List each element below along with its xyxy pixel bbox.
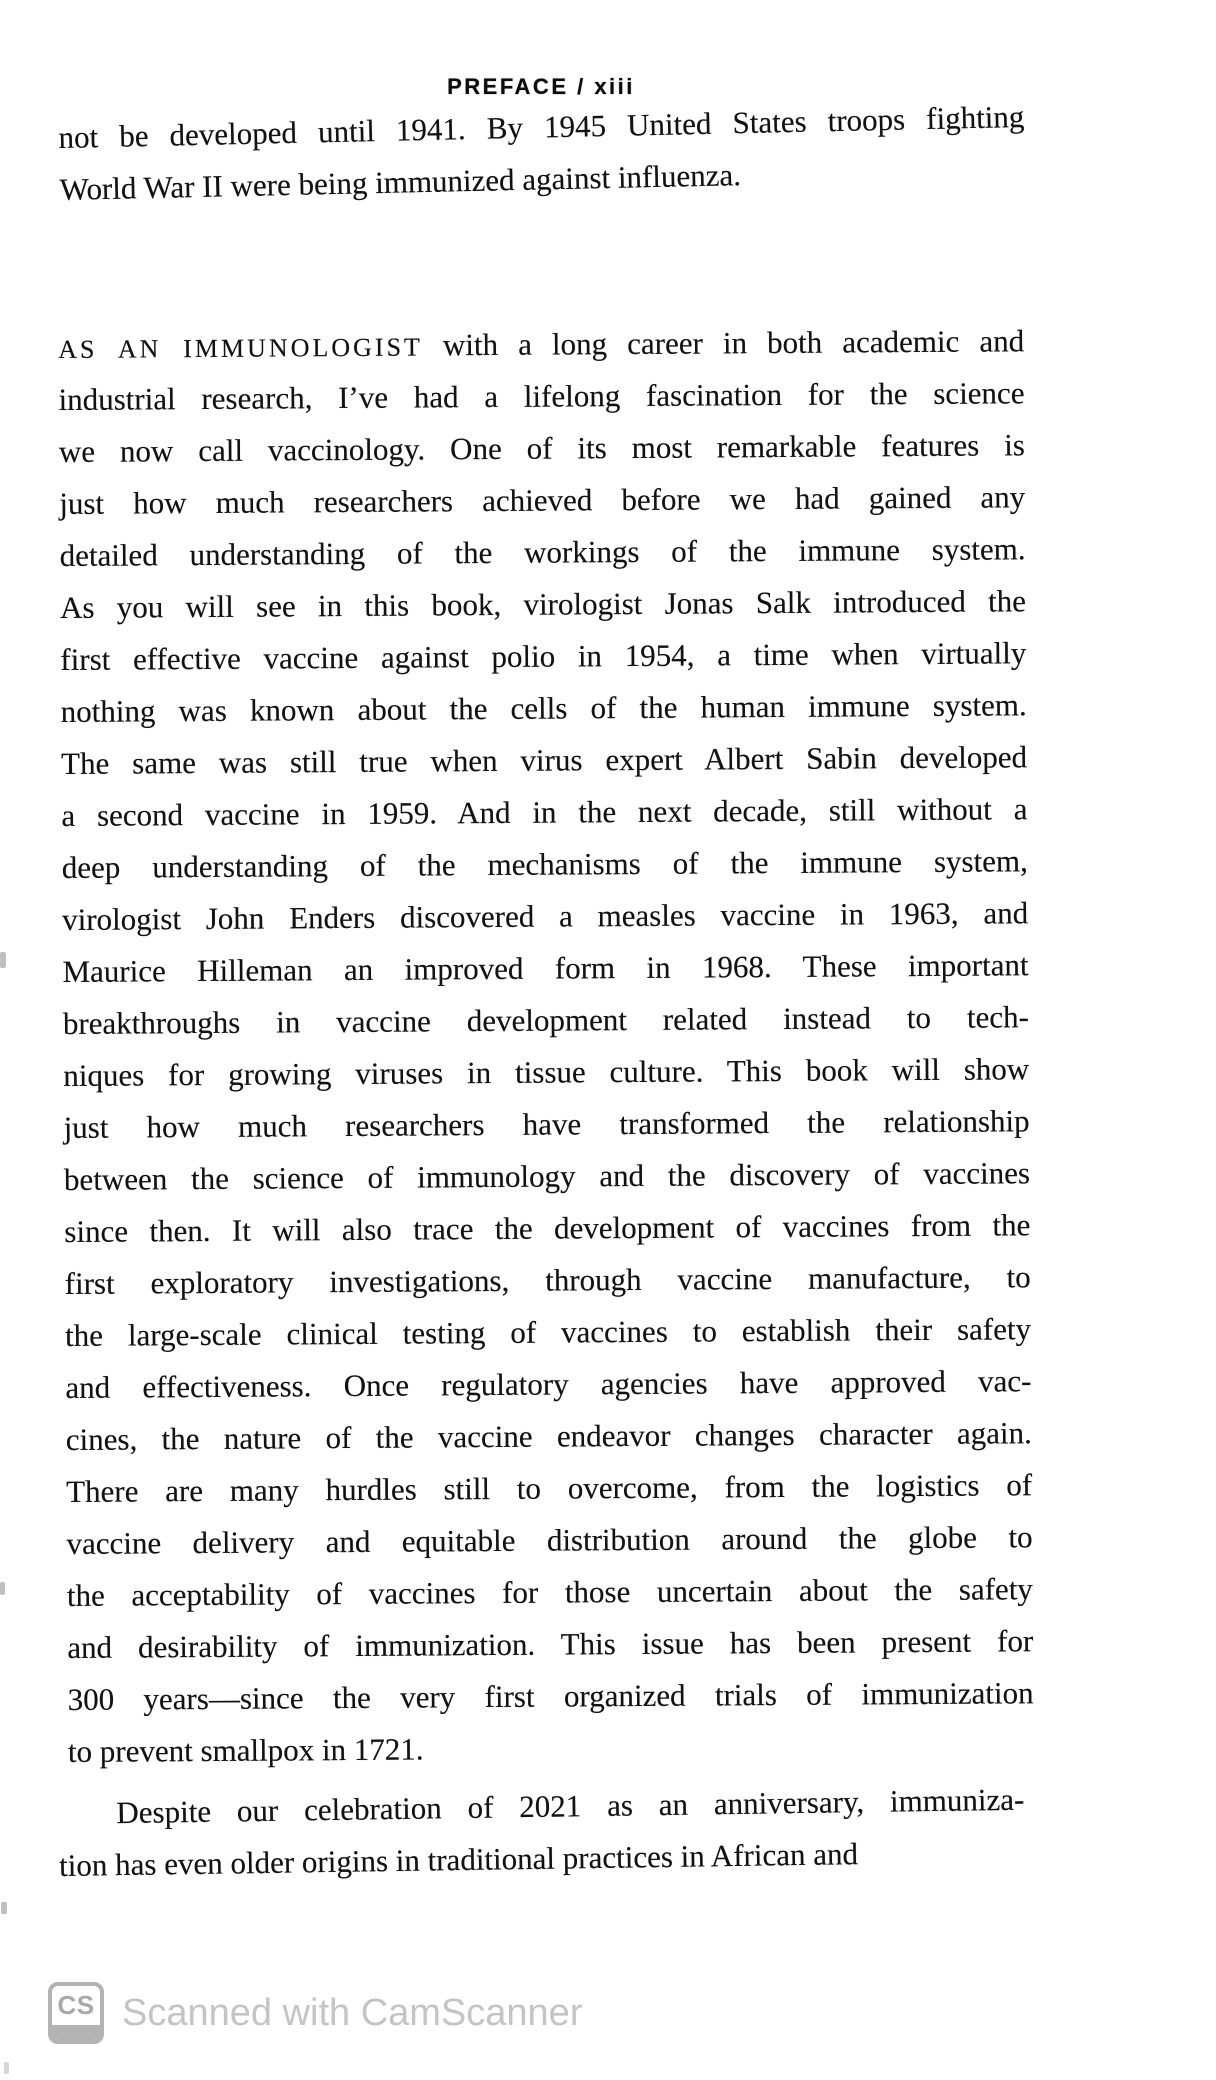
scan-artifact — [1, 1902, 7, 1914]
camscanner-icon — [48, 1982, 104, 2044]
paragraph-2-opening-line — [58, 315, 1024, 374]
text-line: Maurice Hilleman an improved form in 1968. These important — [62, 947, 1029, 989]
text-line: just how much researchers have transformed the relationship — [63, 1103, 1030, 1145]
text-line: between the science of immunology and the discovery of vaccines — [63, 1155, 1031, 1197]
text-line: virologist John Enders discovered a measles vaccine in 1963, and — [62, 895, 1029, 937]
text-line: we now call vaccinology. One of its most remarkable features is — [58, 427, 1026, 469]
camscanner-icon-label: CS — [57, 1990, 95, 2020]
text-line: World War II were being immunized against influenza. — [59, 157, 742, 207]
paragraph-3 — [58, 1774, 1025, 1892]
text-line: and desirability of immunization. This issue has been present for — [67, 1623, 1034, 1665]
paragraph-1 — [58, 91, 1026, 216]
text-line: Despite our celebration of 2021 as an anniversary, immuniza- — [116, 1781, 1025, 1831]
text-line: the large-scale clinical testing of vaccines to establish their safety — [64, 1311, 1032, 1353]
paragraph-2 — [58, 315, 1034, 1778]
text-line: first exploratory investigations, through vaccine manufacture, to — [64, 1259, 1031, 1301]
page-body-text — [58, 98, 1034, 1892]
text-line: industrial research, I’ve had a lifelong fascination for the science — [58, 375, 1025, 417]
text-line: the acceptability of vaccines for those uncertain about the safety — [66, 1571, 1033, 1613]
text-line: cines, the nature of the vaccine endeavor changes character again. — [65, 1415, 1032, 1457]
text-line: niques for growing viruses in tissue culture. This book will show — [63, 1051, 1030, 1093]
text-line: not be developed until 1941. By 1945 United States troops fighting — [58, 98, 1025, 155]
camscanner-watermark — [48, 1982, 582, 2044]
preface-header-label: PREFACE / xiii — [447, 74, 635, 99]
text-line: just how much researchers achieved before we had gained any — [59, 479, 1026, 521]
text-line: a second vaccine in 1959. And in the next decade, still without a — [61, 791, 1028, 833]
text-line: The same was still true when virus expert Albert Sabin developed — [60, 739, 1028, 781]
scan-artifact — [0, 1582, 5, 1595]
text-line: tion has even older origins in traditional practices in African and — [58, 1836, 859, 1883]
text-line: to prevent smallpox in 1721. — [67, 1731, 424, 1769]
text-line: breakthroughs in vaccine development related instead to tech- — [62, 999, 1029, 1041]
text-line: since then. It will also trace the development of vaccines from the — [64, 1207, 1031, 1249]
text-line: vaccine delivery and equitable distribution around the globe to — [66, 1519, 1033, 1561]
lead-in-smallcaps: AS AN IMMUNOLOGIST — [58, 332, 423, 364]
text-line: There are many hurdles still to overcome, from the logistics of — [66, 1467, 1033, 1509]
text-line: detailed understanding of the workings of the immune system. — [59, 531, 1026, 573]
text-line: nothing was known about the cells of the human immune system. — [60, 687, 1027, 729]
lead-in-rest: with a long career in both academic and — [422, 323, 1025, 363]
camscanner-icon-band — [52, 2025, 100, 2040]
text-line: 300 years—since the very first organized trials of immunization — [67, 1675, 1034, 1717]
scan-artifact — [0, 952, 6, 968]
text-line: As you will see in this book, virologist Jonas Salk introduced the — [59, 583, 1027, 625]
text-line: deep understanding of the mechanisms of the immune system, — [61, 843, 1028, 885]
text-line: and effectiveness. Once regulatory agencies have approved vac- — [65, 1363, 1032, 1405]
text-line: first effective vaccine against polio in 1954, a time when virtually — [60, 635, 1027, 677]
watermark-text: Scanned with CamScanner — [122, 1991, 583, 2034]
scan-artifact — [4, 2062, 9, 2074]
